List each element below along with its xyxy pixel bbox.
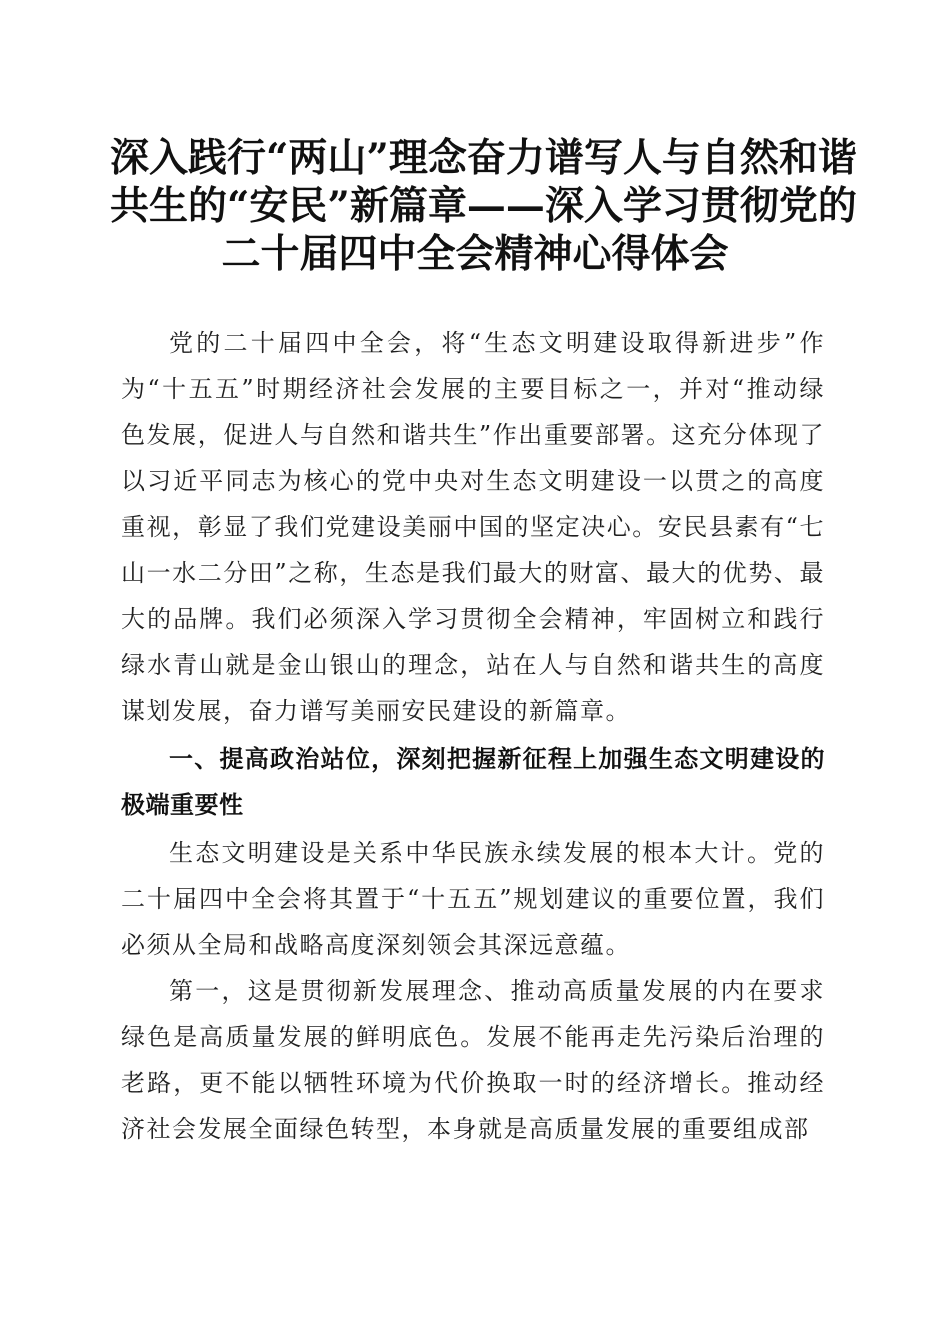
title-line: 二十届四中全会精神心得体会 <box>221 231 729 277</box>
document-body <box>121 320 825 1152</box>
title-line: 深入践行“两山”理念奋力谱写人与自然和谐 <box>110 135 857 181</box>
section-heading: 一、提高政治站位，深刻把握新征程上加强生态文明建设的极端重要性 <box>121 745 825 819</box>
body-paragraph: 第一，这是贯彻新发展理念、推动高质量发展的内在要求绿色是高质量发展的鲜明底色。发展不能再走先污染后治理的老路，更不能以牺牲环境为代价换取一时的经济增长。推动经济社会发展全面绿色转型，本身就是高质量发展的重要组成部 <box>121 977 825 1143</box>
body-paragraph: 生态文明建设是关系中华民族永续发展的根本大计。党的二十届四中全会将其置于“十五五”规划建议的重要位置，我们必须从全局和战略高度深刻领会其深远意蕴。 <box>121 839 825 959</box>
document-title <box>110 134 857 278</box>
intro-paragraph: 党的二十届四中全会，将“生态文明建设取得新进步”作为“十五五”时期经济社会发展的主要目标之一，并对“推动绿色发展，促进人与自然和谐共生”作出重要部署。这充分体现了以习近平同志为核心的党中央对生态文明建设一以贯之的高度重视，彰显了我们党建设美丽中国的坚定决心。安民县素有“七山一水二分田”之称，生态是我们最大的财富、最大的优势、最大的品牌。我们必须深入学习贯彻全会精神，牢固树立和践行绿水青山就是金山银山的理念，站在人与自然和谐共生的高度谋划发展，奋力谱写美丽安民建设的新篇章。 <box>121 329 825 725</box>
title-line: 共生的“安民”新篇章——深入学习贯彻党的 <box>110 183 857 229</box>
